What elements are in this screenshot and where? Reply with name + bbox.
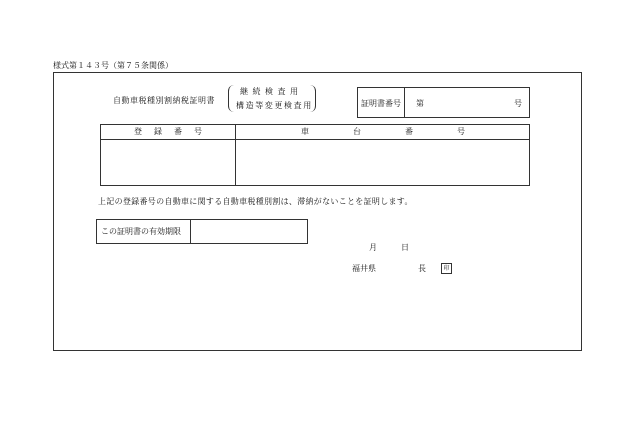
certification-statement: 上記の登録番号の自動車に関する自動車税種別割は、滞納がないことを証明します。 <box>98 197 413 206</box>
inspection-continued: 継続検査用 <box>240 87 303 96</box>
issuer-prefecture: 福井県 <box>352 264 376 273</box>
date-day: 日 <box>401 243 409 252</box>
seal-stamp: 印 <box>441 263 452 274</box>
form-number: 様式第１４３号（第７５条関係） <box>53 61 173 70</box>
certificate-number-prefix: 第 <box>416 99 424 108</box>
issuer-title: 長 <box>418 264 426 273</box>
certificate-number-suffix: 号 <box>514 99 522 108</box>
certificate-number-label: 証明書番号 <box>361 99 401 108</box>
header-registration-number: 登録番号 <box>134 127 214 136</box>
validity-divider <box>190 219 191 244</box>
registration-table-header-line <box>100 139 530 140</box>
date-month: 月 <box>369 243 377 252</box>
inspection-structural-change: 構造等変更検査用 <box>236 101 313 110</box>
certificate-number-divider <box>404 87 405 118</box>
header-chassis-number: 車台番号 <box>301 127 509 136</box>
validity-label: この証明書の有効期限 <box>101 227 181 236</box>
document-title: 自動車税種別割納税証明書 <box>113 96 215 105</box>
